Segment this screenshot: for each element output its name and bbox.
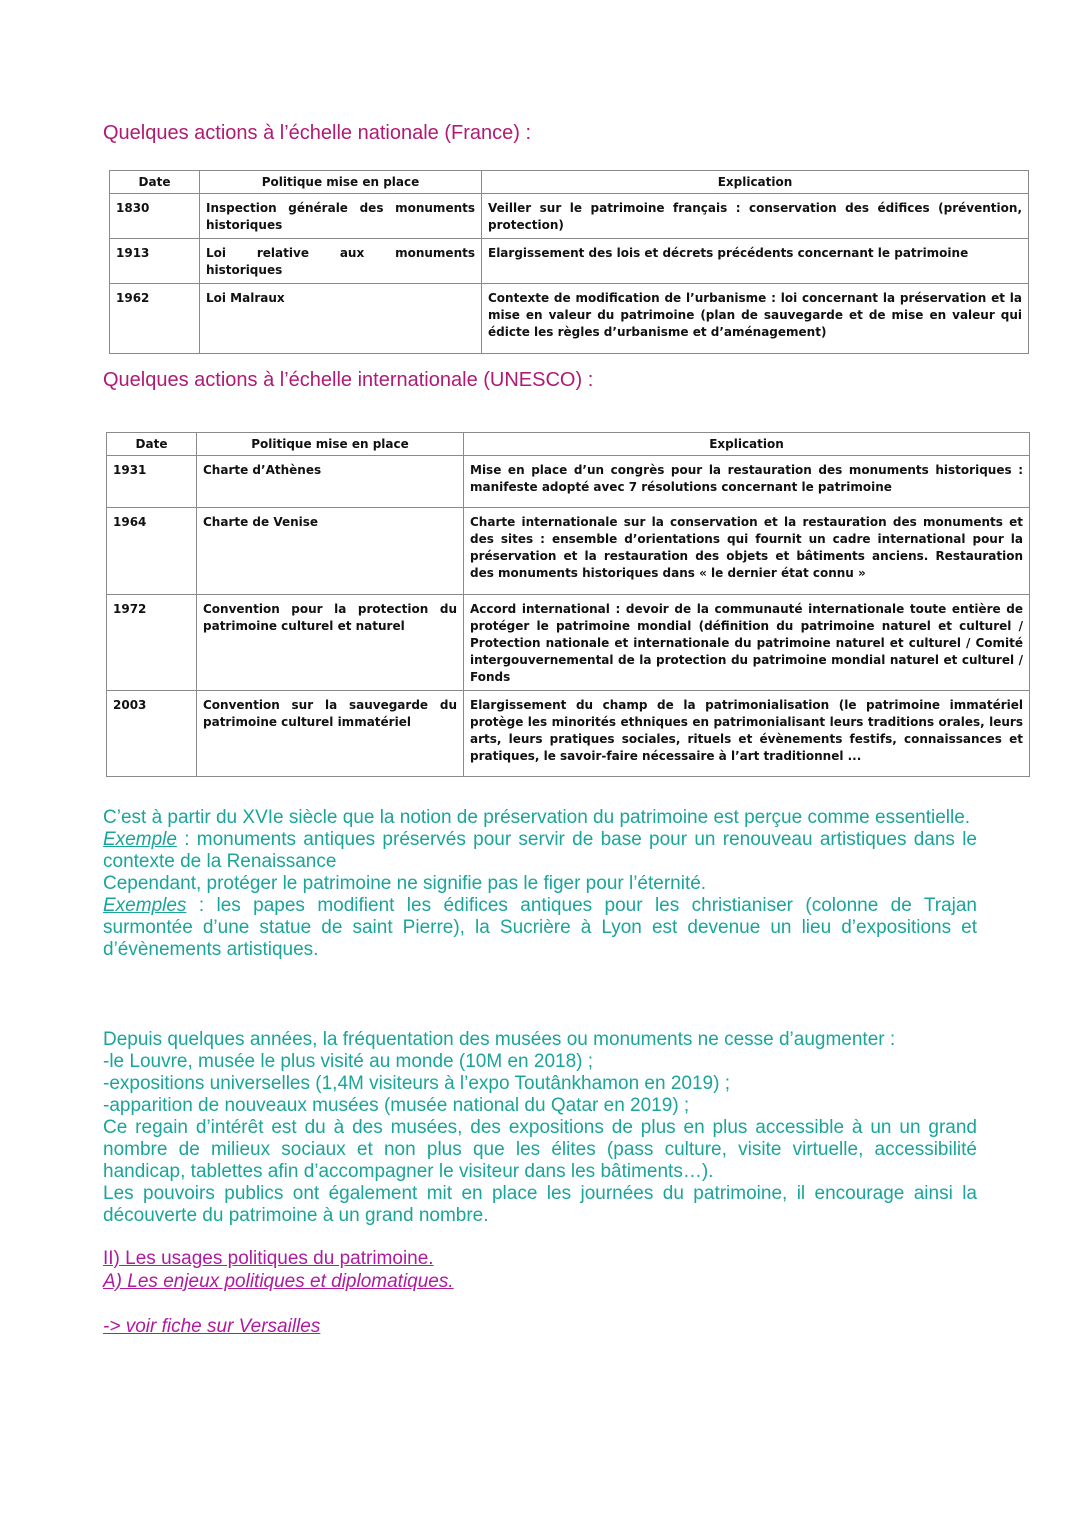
cell-date: 1972: [107, 595, 197, 691]
international-heading: Quelques actions à l’échelle internationale (UNESCO) :: [103, 369, 594, 391]
table-row: [110, 194, 1029, 239]
cell-explanation: Accord international : devoir de la communauté internationale toute entière de protéger le patrimoine mondial (définition du patrimoine naturel et culturel / Protection nationale et internationale du patrimoine naturel et culturel / Comité intergouvernemental de la protection du patrimoine mondial naturel et culturel / Fonds: [464, 595, 1030, 691]
table-row: [110, 284, 1029, 354]
however-text: Cependant, protéger le patrimoine ne signifie pas le figer pour l’éternité.: [103, 873, 707, 894]
cell-date: 1964: [107, 508, 197, 595]
cell-policy: Charte d’Athènes: [197, 456, 464, 508]
col-header-policy: Politique mise en place: [197, 433, 464, 456]
heritage-days-text: Les pouvoirs publics ont également mit en place les journées du patrimoine, il encourage ainsi la découverte du patrimoine à un grand nombre.: [103, 1183, 977, 1226]
cell-explanation: Charte internationale sur la conservation et la restauration des monuments et des sites : ensemble d’orientations qui fournit un cadre international pour la préservation et la restauration des objets et bâtiments anciens. Restauration des monuments historiques dans « le dernier état connu »: [464, 508, 1030, 595]
example-label: Exemple: [103, 829, 177, 850]
cell-policy: Inspection générale des monuments historiques: [200, 194, 482, 239]
national-table: [109, 170, 1029, 354]
cell-explanation: Elargissement du champ de la patrimonialisation (le patrimoine immatériel protège les minorités ethniques en patrimonialisant leurs traditions orales, leurs arts, leurs pratiques sociales, rituels et évènements festifs, connaissances et pratiques, le savoir-faire nécessaire à l’art traditionnel ...: [464, 691, 1030, 777]
cell-policy: Loi relative aux monuments historiques: [200, 239, 482, 284]
cell-policy: Charte de Venise: [197, 508, 464, 595]
cell-date: 2003: [107, 691, 197, 777]
table-row: [107, 508, 1030, 595]
example-text: : monuments antiques préservés pour servir de base pour un renouveau artistiques dans le contexte de la Renaissance: [103, 829, 977, 872]
intro-text: C’est à partir du XVIe siècle que la notion de préservation du patrimoine est perçue comme essentielle.: [103, 807, 971, 828]
table-row: [107, 595, 1030, 691]
table-header-row: [107, 433, 1030, 456]
cell-explanation: Mise en place d’un congrès pour la restauration des monuments historiques : manifeste adopté avec 7 résolutions concernant le patrimoine: [464, 456, 1030, 508]
cell-policy: Convention sur la sauvegarde du patrimoine culturel immatériel: [197, 691, 464, 777]
table-row: [110, 239, 1029, 284]
col-header-explanation: Explication: [482, 171, 1029, 194]
international-table: [106, 432, 1030, 777]
versailles-link[interactable]: -> voir fiche sur Versailles: [103, 1316, 321, 1337]
preservation-paragraph: [103, 807, 977, 961]
cell-date: 1962: [110, 284, 200, 354]
examples-text: : les papes modifient les édifices antiques pour les christianiser (colonne de Trajan surmontée d’une statue de saint Pierre), la Sucrière à Lyon est devenue un lieu d’expositions et d’évènements artistiques.: [103, 895, 977, 960]
cell-date: 1913: [110, 239, 200, 284]
cell-date: 1931: [107, 456, 197, 508]
col-header-policy: Politique mise en place: [200, 171, 482, 194]
attendance-intro: Depuis quelques années, la fréquentation des musées ou monuments ne cesse d’augmenter :: [103, 1029, 896, 1050]
table-header-row: [110, 171, 1029, 194]
national-heading: Quelques actions à l’échelle nationale (France) :: [103, 122, 532, 144]
list-item: -expositions universelles (1,4M visiteurs à l’expo Toutânkhamon en 2019) ;: [103, 1073, 730, 1094]
col-header-explanation: Explication: [464, 433, 1030, 456]
col-header-date: Date: [107, 433, 197, 456]
section-title: II) Les usages politiques du patrimoine.: [103, 1248, 434, 1269]
col-header-date: Date: [110, 171, 200, 194]
list-item: -le Louvre, musée le plus visité au monde (10M en 2018) ;: [103, 1051, 594, 1072]
examples-line: [103, 895, 977, 961]
cell-explanation: Elargissement des lois et décrets précédents concernant le patrimoine: [482, 239, 1029, 284]
subsection-title: A) Les enjeux politiques et diplomatiques.: [103, 1271, 454, 1292]
table-row: [107, 456, 1030, 508]
examples-label: Exemples: [103, 895, 187, 916]
cell-explanation: Contexte de modification de l’urbanisme : loi concernant la préservation et la mise en valeur du patrimoine (plan de sauvegarde et de mise en valeur qui édicte les règles d’urbanisme et d’aménagement): [482, 284, 1029, 354]
interest-text: Ce regain d’intérêt est du à des musées, des expositions de plus en plus accessible à un un grand nombre de milieux sociaux et non plus que les élites (pass culture, visite virtuelle, accessibilité handicap, tablettes afin d’accompagner le visiteur dans les bâtiments…).: [103, 1117, 977, 1182]
cell-date: 1830: [110, 194, 200, 239]
table-row: [107, 691, 1030, 777]
cell-policy: Loi Malraux: [200, 284, 482, 354]
cell-policy: Convention pour la protection du patrimoine culturel et naturel: [197, 595, 464, 691]
attendance-paragraph: [103, 1029, 977, 1227]
example-line: [103, 829, 977, 873]
list-item: -apparition de nouveaux musées (musée national du Qatar en 2019) ;: [103, 1095, 690, 1116]
cell-explanation: Veiller sur le patrimoine français : conservation des édifices (prévention, protection): [482, 194, 1029, 239]
